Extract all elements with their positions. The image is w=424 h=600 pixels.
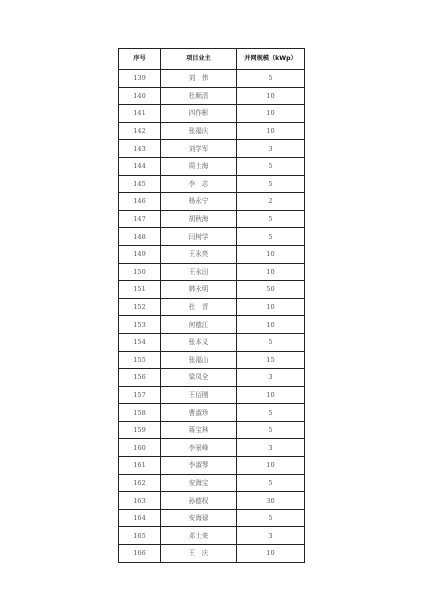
row-owner-cell: 安海禄	[161, 509, 237, 527]
row-index-cell: 139	[119, 70, 161, 88]
table-row	[119, 210, 305, 228]
header-index: 序号	[119, 49, 161, 70]
row-scale-cell: 10	[237, 105, 305, 123]
row-index-cell: 153	[119, 316, 161, 334]
row-owner-cell: 胡秋海	[161, 210, 237, 228]
row-owner-cell: 蒋宝林	[161, 421, 237, 439]
row-scale-cell: 10	[237, 457, 305, 475]
row-scale-cell: 10	[237, 545, 305, 563]
row-index-cell: 155	[119, 351, 161, 369]
row-owner-cell: 张福山	[161, 351, 237, 369]
row-scale-cell: 10	[237, 386, 305, 404]
row-index-cell: 145	[119, 175, 161, 193]
row-owner-cell: 杜顺清	[161, 87, 237, 105]
table-row	[119, 157, 305, 175]
row-scale-cell: 10	[237, 316, 305, 334]
row-owner-cell: 杨永宁	[161, 193, 237, 211]
row-index-cell: 166	[119, 545, 161, 563]
row-scale-cell: 3	[237, 140, 305, 158]
row-index-cell: 150	[119, 263, 161, 281]
table-row	[119, 457, 305, 475]
row-owner-cell: 邓士来	[161, 527, 237, 545]
row-owner-cell: 闫树学	[161, 228, 237, 246]
table-row	[119, 527, 305, 545]
project-owner-table	[118, 48, 305, 563]
row-scale-cell: 5	[237, 70, 305, 88]
row-index-cell: 152	[119, 298, 161, 316]
row-index-cell: 154	[119, 333, 161, 351]
row-owner-cell: 周士海	[161, 157, 237, 175]
row-index-cell: 142	[119, 122, 161, 140]
row-scale-cell: 10	[237, 263, 305, 281]
table-row	[119, 193, 305, 211]
row-scale-cell: 30	[237, 492, 305, 510]
row-index-cell: 148	[119, 228, 161, 246]
row-scale-cell: 5	[237, 404, 305, 422]
table-row	[119, 281, 305, 299]
row-owner-cell: 王永田	[161, 263, 237, 281]
row-index-cell: 143	[119, 140, 161, 158]
table-row	[119, 492, 305, 510]
row-index-cell: 147	[119, 210, 161, 228]
table-row	[119, 263, 305, 281]
row-owner-cell: 李景峰	[161, 439, 237, 457]
row-scale-cell: 5	[237, 474, 305, 492]
row-index-cell: 140	[119, 87, 161, 105]
row-scale-cell: 5	[237, 175, 305, 193]
row-owner-cell: 刘学军	[161, 140, 237, 158]
table-row	[119, 70, 305, 88]
row-index-cell: 165	[119, 527, 161, 545]
row-index-cell: 141	[119, 105, 161, 123]
row-index-cell: 146	[119, 193, 161, 211]
row-scale-cell: 5	[237, 509, 305, 527]
row-index-cell: 160	[119, 439, 161, 457]
table-row	[119, 175, 305, 193]
row-index-cell: 144	[119, 157, 161, 175]
table-row	[119, 386, 305, 404]
row-scale-cell: 10	[237, 298, 305, 316]
row-owner-cell: 安海宝	[161, 474, 237, 492]
row-index-cell: 161	[119, 457, 161, 475]
table-row	[119, 333, 305, 351]
table-row	[119, 105, 305, 123]
row-scale-cell: 3	[237, 369, 305, 387]
row-owner-cell: 何德江	[161, 316, 237, 334]
row-owner-cell: 孙德权	[161, 492, 237, 510]
row-owner-cell: 韩永明	[161, 281, 237, 299]
table-row	[119, 369, 305, 387]
row-index-cell: 159	[119, 421, 161, 439]
table-row	[119, 421, 305, 439]
table-row	[119, 404, 305, 422]
row-scale-cell: 3	[237, 439, 305, 457]
table-row	[119, 509, 305, 527]
row-owner-cell: 张本义	[161, 333, 237, 351]
row-owner-cell: 王 庆	[161, 545, 237, 563]
row-scale-cell: 15	[237, 351, 305, 369]
row-index-cell: 149	[119, 245, 161, 263]
row-owner-cell: 王永亮	[161, 245, 237, 263]
row-scale-cell: 3	[237, 527, 305, 545]
header-owner: 项目业主	[161, 49, 237, 70]
table-row	[119, 474, 305, 492]
header-scale: 并网规模（kWp）	[237, 49, 305, 70]
row-owner-cell: 李淑琴	[161, 457, 237, 475]
row-index-cell: 151	[119, 281, 161, 299]
row-index-cell: 156	[119, 369, 161, 387]
table-row	[119, 439, 305, 457]
table-row	[119, 87, 305, 105]
row-scale-cell: 10	[237, 87, 305, 105]
row-scale-cell: 5	[237, 228, 305, 246]
row-scale-cell: 5	[237, 421, 305, 439]
table-row	[119, 298, 305, 316]
row-index-cell: 163	[119, 492, 161, 510]
table-row	[119, 140, 305, 158]
table-header-row	[119, 49, 305, 70]
row-index-cell: 157	[119, 386, 161, 404]
row-owner-cell: 刘 伟	[161, 70, 237, 88]
row-owner-cell: 曹淑珍	[161, 404, 237, 422]
row-scale-cell: 10	[237, 122, 305, 140]
row-index-cell: 158	[119, 404, 161, 422]
row-owner-cell: 四作彬	[161, 105, 237, 123]
table-row	[119, 351, 305, 369]
row-scale-cell: 10	[237, 245, 305, 263]
row-index-cell: 162	[119, 474, 161, 492]
row-scale-cell: 5	[237, 157, 305, 175]
row-scale-cell: 50	[237, 281, 305, 299]
row-scale-cell: 5	[237, 333, 305, 351]
table-row	[119, 228, 305, 246]
row-scale-cell: 5	[237, 210, 305, 228]
row-owner-cell: 杜 青	[161, 298, 237, 316]
row-scale-cell: 2	[237, 193, 305, 211]
row-owner-cell: 李 志	[161, 175, 237, 193]
table-row	[119, 545, 305, 563]
table-row	[119, 245, 305, 263]
row-index-cell: 164	[119, 509, 161, 527]
row-owner-cell: 张福庆	[161, 122, 237, 140]
table-row	[119, 316, 305, 334]
row-owner-cell: 王佰刚	[161, 386, 237, 404]
table-row	[119, 122, 305, 140]
table-body	[119, 70, 305, 563]
row-owner-cell: 梁凤全	[161, 369, 237, 387]
